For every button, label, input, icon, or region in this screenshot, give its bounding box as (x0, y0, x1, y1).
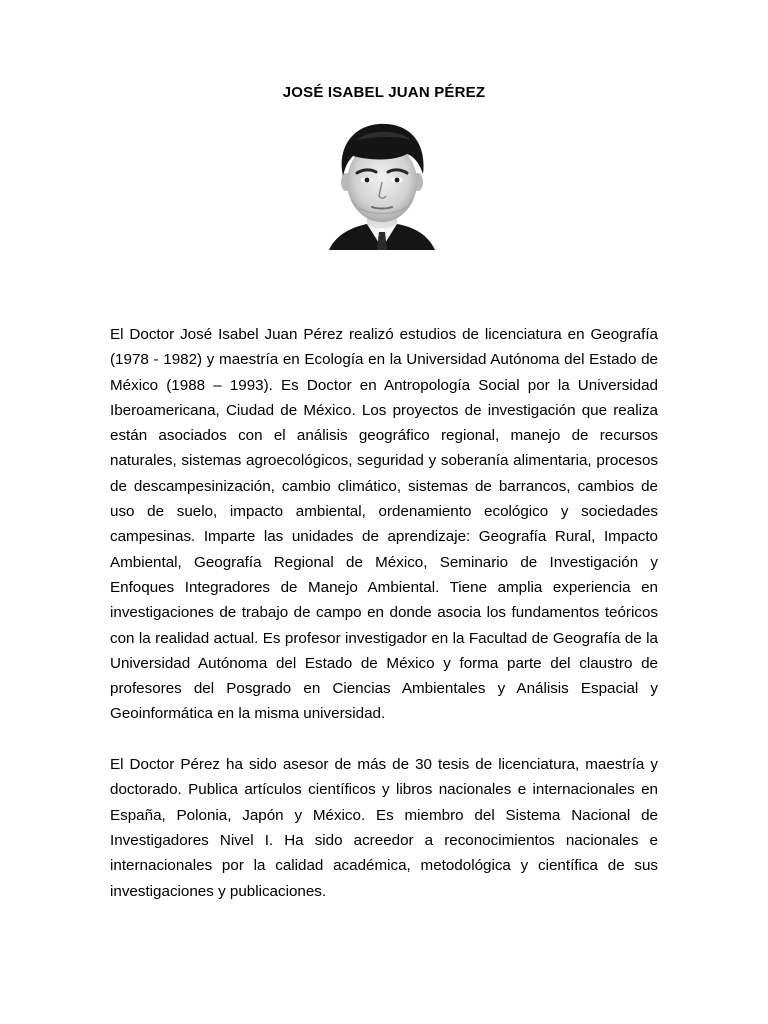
portrait-photo (327, 120, 437, 250)
biography-text (110, 322, 658, 929)
document-title: JOSÉ ISABEL JUAN PÉREZ (282, 84, 486, 101)
biography-paragraph: El Doctor José Isabel Juan Pérez realizó estudios de licenciatura en Geografía (1978 - 1982) y maestría en Ecología en la Universidad Autónoma del Estado de México (1988 – 1993). Es Doctor en Antropología Social por la Universidad Iberoamericana, Ciudad de México. Los proyectos de investigación que realiza están asociados con el análisis geográfico regional, manejo de recursos naturales, sistemas agroecológicos, seguridad y soberanía alimentaria, procesos de descampesinización, cambio climático, sistemas de barrancos, cambios de uso de suelo, impacto ambiental, ordenamiento ecológico y sociedades campesinas. Imparte las unidades de aprendizaje: Geografía Rural, Impacto Ambiental, Geografía Regional de México, Seminario de Investigación y Enfoques Integradores de Manejo Ambiental. Tiene amplia experiencia en investigaciones de trabajo de campo en donde asocia los fundamentos teóricos con la realidad actual. Es profesor investigador en la Facultad de Geografía de la Universidad Autónoma del Estado de México y forma parte del claustro de profesores del Posgrado en Ciencias Ambientales y Análisis Espacial y Geoinformática en la misma universidad. (110, 326, 658, 723)
biography-paragraph: El Doctor Pérez ha sido asesor de más de 30 tesis de licenciatura, maestría y doctorado. Publica artículos científicos y libros nacionales e internacionales en España, Polonia, Japón y México. Es miembro del Sistema Nacional de Investigadores Nivel I. Ha sido acreedor a reconocimientos nacionales e internacionales por la calidad académica, metodológica y científica de sus investigaciones y publicaciones. (110, 756, 658, 900)
